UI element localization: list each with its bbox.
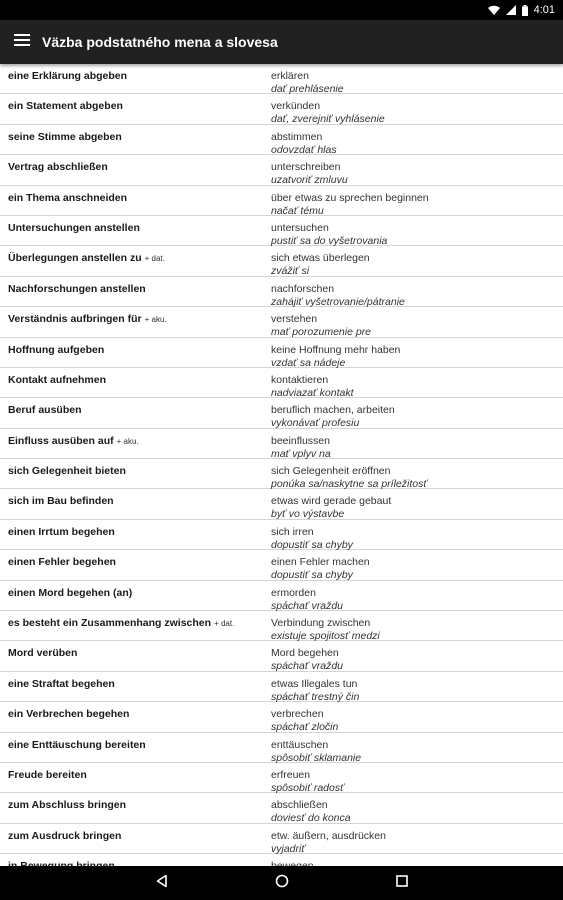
german-phrase — [0, 556, 271, 568]
app-bar — [0, 20, 563, 64]
slovak-translation: pustiť sa do vyšetrovania — [271, 234, 388, 247]
slovak-translation: spáchať trestný čin — [271, 690, 360, 703]
german-synonym: erfreuen — [271, 768, 311, 781]
german-phrase — [0, 617, 271, 629]
slovak-translation: uzatvoriť zmluvu — [271, 174, 348, 187]
german-synonym: sich etwas überlegen — [271, 252, 370, 265]
german-phrase — [0, 313, 271, 325]
german-synonym: kontaktieren — [271, 373, 329, 386]
german-synonym: unterschreiben — [271, 161, 341, 174]
back-button[interactable] — [147, 868, 177, 898]
list-item[interactable] — [0, 824, 563, 854]
german-phrase — [0, 192, 271, 204]
german-phrase — [0, 647, 271, 659]
german-phrase-text: eine Straftat begehen — [8, 677, 115, 690]
german-synonym: verbrechen — [271, 708, 324, 721]
german-phrase — [0, 495, 271, 507]
slovak-translation: dať prehlásenie — [271, 83, 344, 95]
german-phrase-text: Hoffnung aufgeben — [8, 343, 105, 356]
german-phrase — [0, 252, 271, 264]
slovak-translation: dať, zverejniť vyhlásenie — [271, 113, 385, 126]
german-phrase — [0, 830, 271, 842]
slovak-translation: spôsobiť radosť — [271, 781, 344, 794]
list-item[interactable] — [0, 155, 563, 185]
slovak-translation: vyjadriť — [271, 842, 306, 855]
slovak-translation: vykonávať profesiu — [271, 417, 360, 430]
slovak-translation: vzdať sa nádeje — [271, 356, 346, 369]
home-circle-icon — [275, 874, 289, 893]
german-phrase-text: zum Ausdruck bringen — [8, 829, 122, 842]
translation — [271, 222, 563, 248]
list-item[interactable] — [0, 520, 563, 550]
german-phrase — [0, 404, 271, 416]
slovak-translation: zahájiť vyšetrovanie/pátranie — [271, 295, 405, 308]
german-phrase-text: Vertrag abschließen — [8, 161, 108, 174]
slovak-translation: spáchať zločin — [271, 721, 339, 734]
translation — [271, 708, 563, 734]
list-item[interactable] — [0, 368, 563, 398]
translation — [271, 252, 563, 278]
case-marker: + dat. — [214, 619, 235, 629]
german-synonym: abstimmen — [271, 130, 323, 143]
status-bar — [0, 0, 563, 20]
german-phrase — [0, 100, 271, 112]
translation — [271, 344, 563, 370]
german-phrase — [0, 131, 271, 143]
german-phrase-text: Überlegungen anstellen zu — [8, 252, 142, 265]
german-phrase-text: ein Thema anschneiden — [8, 191, 128, 204]
german-synonym: ermorden — [271, 586, 316, 599]
german-synonym: etwas Illegales tun — [271, 677, 358, 690]
list-item[interactable] — [0, 94, 563, 124]
translation — [271, 556, 563, 582]
list-item[interactable] — [0, 216, 563, 246]
list-item[interactable] — [0, 277, 563, 307]
case-marker: + dat. — [144, 254, 165, 264]
german-phrase — [0, 435, 271, 447]
slovak-translation: dopustiť sa chyby — [271, 569, 353, 582]
german-synonym: Mord begehen — [271, 647, 339, 660]
recents-button[interactable] — [387, 868, 417, 898]
german-synonym: etw. äußern, ausdrücken — [271, 829, 386, 842]
slovak-translation: ponúka sa/naskytne sa príležitosť — [271, 478, 428, 491]
list-item[interactable] — [0, 489, 563, 519]
german-synonym: verkünden — [271, 100, 321, 113]
german-synonym: abschließen — [271, 799, 328, 812]
translation — [271, 283, 563, 309]
german-phrase — [0, 799, 271, 811]
german-synonym: beruflich machen, arbeiten — [271, 404, 395, 417]
translation — [271, 70, 563, 96]
german-phrase-text: Untersuchungen anstellen — [8, 221, 140, 234]
slovak-translation: zvážiť si — [271, 265, 310, 278]
wifi-icon — [488, 5, 500, 15]
german-synonym: enttäuschen — [271, 738, 329, 751]
slovak-translation: načať tému — [271, 204, 324, 217]
translation — [271, 647, 563, 673]
list-item[interactable] — [0, 672, 563, 702]
german-phrase — [0, 708, 271, 720]
status-time: 4:01 — [533, 4, 555, 16]
translation — [271, 404, 563, 430]
translation — [271, 587, 563, 613]
navigation-bar — [0, 866, 563, 900]
list-item[interactable] — [0, 459, 563, 489]
signal-icon — [506, 5, 516, 15]
list-item[interactable] — [0, 550, 563, 580]
german-synonym: einen Fehler machen — [271, 556, 370, 569]
translation — [271, 192, 563, 218]
german-phrase-text: einen Irrtum begehen — [8, 525, 115, 538]
german-phrase — [0, 161, 271, 173]
translation — [271, 678, 563, 704]
translation — [271, 161, 563, 187]
recents-square-icon — [395, 874, 409, 893]
german-synonym: sich irren — [271, 525, 314, 538]
german-phrase — [0, 678, 271, 690]
slovak-translation: spáchať vraždu — [271, 599, 344, 612]
menu-button[interactable] — [0, 20, 44, 64]
german-phrase-text: einen Mord begehen (an) — [8, 586, 133, 599]
translation — [271, 313, 563, 339]
home-button[interactable] — [267, 868, 297, 898]
page-title: Väzba podstatného mena a slovesa — [42, 34, 278, 50]
german-phrase — [0, 526, 271, 538]
german-synonym: untersuchen — [271, 221, 329, 234]
case-marker: + aku. — [144, 315, 167, 325]
german-phrase-text: eine Erklärung abgeben — [8, 70, 128, 82]
translation — [271, 100, 563, 126]
german-synonym: etwas wird gerade gebaut — [271, 495, 392, 508]
german-phrase — [0, 283, 271, 295]
german-phrase-text: es besteht ein Zusammenhang zwischen — [8, 617, 212, 630]
german-phrase-text: Verständnis aufbringen für — [8, 313, 142, 326]
slovak-translation: dopustiť sa chyby — [271, 538, 353, 551]
slovak-translation: spáchať vraždu — [271, 660, 344, 673]
german-synonym: Verbindung zwischen — [271, 617, 371, 630]
translation — [271, 526, 563, 552]
german-phrase — [0, 344, 271, 356]
german-synonym: erklären — [271, 70, 309, 82]
list-item[interactable] — [0, 64, 563, 94]
list-item[interactable] — [0, 733, 563, 763]
german-synonym: verstehen — [271, 313, 318, 326]
slovak-translation: mať vplyv na — [271, 447, 331, 460]
german-phrase — [0, 587, 271, 599]
german-synonym: nachforschen — [271, 282, 335, 295]
slovak-translation: mať porozumenie pre — [271, 326, 372, 339]
german-phrase — [0, 739, 271, 751]
list-item[interactable] — [0, 793, 563, 823]
back-triangle-icon — [155, 874, 169, 893]
german-phrase — [0, 374, 271, 386]
german-phrase-text: ein Statement abgeben — [8, 100, 123, 113]
slovak-translation: spôsobiť sklamanie — [271, 751, 362, 764]
slovak-translation: byť vo výstavbe — [271, 508, 345, 521]
slovak-translation: doviesť do konca — [271, 812, 351, 825]
list-item[interactable] — [0, 338, 563, 368]
translation — [271, 465, 563, 491]
list-item[interactable] — [0, 125, 563, 155]
translation — [271, 769, 563, 795]
german-phrase-text: ein Verbrechen begehen — [8, 708, 130, 721]
german-phrase-text: Kontakt aufnehmen — [8, 373, 107, 386]
list-item[interactable] — [0, 581, 563, 611]
slovak-translation: nadviazať kontakt — [271, 386, 354, 399]
german-synonym: sich Gelegenheit eröffnen — [271, 465, 391, 478]
translation — [271, 374, 563, 400]
hamburger-menu-icon — [14, 33, 30, 51]
case-marker: + aku. — [116, 436, 139, 446]
german-synonym: keine Hoffnung mehr haben — [271, 343, 401, 356]
german-phrase-text: Einfluss ausüben auf — [8, 434, 114, 447]
list-item[interactable] — [0, 186, 563, 216]
german-phrase-text: Beruf ausüben — [8, 404, 82, 417]
translation — [271, 435, 563, 461]
slovak-translation: existuje spojitosť medzi — [271, 630, 380, 643]
translation — [271, 799, 563, 825]
german-phrase-text: seine Stimme abgeben — [8, 130, 122, 143]
german-phrase-text: einen Fehler begehen — [8, 556, 116, 569]
list-item[interactable] — [0, 611, 563, 641]
german-phrase-text: Nachforschungen anstellen — [8, 282, 146, 295]
list-item[interactable] — [0, 307, 563, 337]
german-phrase-text: Freude bereiten — [8, 768, 87, 781]
german-phrase-text: Mord verüben — [8, 647, 78, 660]
german-phrase — [0, 465, 271, 477]
translation — [271, 495, 563, 521]
list-item[interactable] — [0, 429, 563, 459]
translation — [271, 739, 563, 765]
list-item[interactable] — [0, 763, 563, 793]
slovak-translation: odovzdať hlas — [271, 143, 337, 156]
german-phrase — [0, 769, 271, 781]
translation — [271, 131, 563, 157]
list-item[interactable] — [0, 702, 563, 732]
phrase-list[interactable] — [0, 64, 563, 866]
translation — [271, 830, 563, 856]
german-phrase-text: eine Enttäuschung bereiten — [8, 738, 146, 751]
list-item[interactable] — [0, 246, 563, 276]
translation — [271, 617, 563, 643]
list-item[interactable] — [0, 641, 563, 671]
german-phrase — [0, 70, 271, 82]
german-phrase-text: sich im Bau befinden — [8, 495, 114, 508]
german-phrase-text: sich Gelegenheit bieten — [8, 465, 126, 478]
battery-icon — [522, 5, 528, 16]
german-synonym: über etwas zu sprechen beginnen — [271, 191, 429, 204]
german-synonym: beeinflussen — [271, 434, 330, 447]
german-phrase-text: zum Abschluss bringen — [8, 799, 127, 812]
list-item[interactable] — [0, 398, 563, 428]
german-phrase — [0, 222, 271, 234]
